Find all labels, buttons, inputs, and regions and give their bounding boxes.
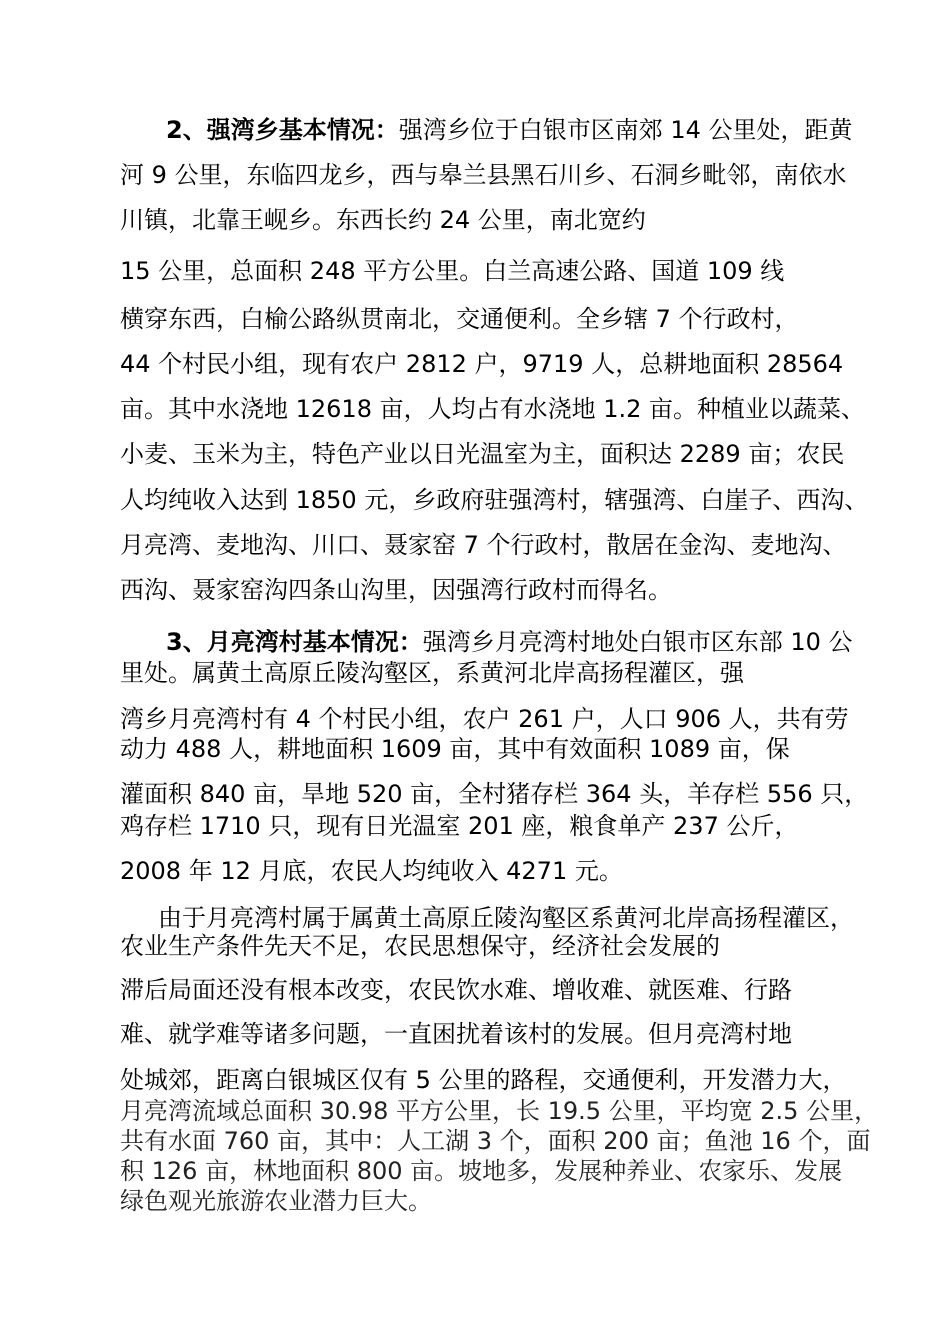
section4-line-3: 滞后局面还没有根本改变，农民饮水难、增收难、就医难、行路 bbox=[120, 976, 792, 1004]
section4-line-1: 由于月亮湾村属于属黄土高原丘陵沟壑区系黄河北岸高扬程灌区， bbox=[158, 904, 854, 932]
section2-line-5: 横穿东西，白榆公路纵贯南北，交通便利。全乡辖 7 个行政村， bbox=[120, 305, 799, 333]
section3-line-5: 灌面积 840 亩，旱地 520 亩，全村猪存栏 364 头，羊存栏 556 只， bbox=[120, 780, 869, 808]
section2-line-3: 川镇，北靠王岘乡。东西长约 24 公里，南北宽约 bbox=[120, 206, 646, 234]
section2-line-11: 西沟、聂家窑沟四条山沟里，因强湾行政村而得名。 bbox=[120, 576, 672, 604]
section2-text-1: 强湾乡位于白银市区南郊 14 公里处，距黄 bbox=[398, 116, 853, 144]
section2-line-2: 河 9 公里，东临四龙乡，西与皋兰县黑石川乡、石洞乡毗邻，南依水 bbox=[120, 161, 847, 189]
section4-line-9: 绿色观光旅游农业潜力巨大。 bbox=[120, 1187, 432, 1215]
section4-line-4: 难、就学难等诸多问题，一直困扰着该村的发展。但月亮湾村地 bbox=[120, 1020, 792, 1048]
section2-line-10: 月亮湾、麦地沟、川口、聂家窑 7 个行政村，散居在金沟、麦地沟、 bbox=[120, 531, 847, 559]
section2-line-9: 人均纯收入达到 1850 元，乡政府驻强湾村，辖强湾、白崖子、西沟、 bbox=[120, 486, 869, 514]
section3-heading: 3、月亮湾村基本情况： bbox=[166, 628, 423, 656]
section2-line-4: 15 公里，总面积 248 平方公里。白兰高速公路、国道 109 线 bbox=[120, 257, 785, 285]
section2-line-1 bbox=[166, 115, 853, 145]
section3-line-3: 湾乡月亮湾村有 4 个村民小组，农户 261 户，人口 906 人，共有劳 bbox=[120, 705, 849, 733]
section3-line-7: 2008 年 12 月底，农民人均纯收入 4271 元。 bbox=[120, 857, 623, 885]
section2-heading: 2、强湾乡基本情况： bbox=[166, 116, 399, 144]
section4-line-7: 共有水面 760 亩，其中：人工湖 3 个，面积 200 亩；鱼池 16 个，面 bbox=[120, 1127, 871, 1155]
section4-line-6: 月亮湾流域总面积 30.98 平方公里，长 19.5 公里，平均宽 2.5 公里， bbox=[120, 1097, 879, 1125]
section2-line-8: 小麦、玉米为主，特色产业以日光温室为主，面积达 2289 亩；农民 bbox=[120, 440, 845, 468]
section3-line-1 bbox=[166, 627, 853, 657]
section3-line-2: 里处。属黄土高原丘陵沟壑区，系黄河北岸高扬程灌区，强 bbox=[120, 659, 744, 687]
section3-line-4: 动力 488 人，耕地面积 1609 亩，其中有效面积 1089 亩，保 bbox=[120, 735, 790, 763]
section3-text-1: 强湾乡月亮湾村地处白银市区东部 10 公 bbox=[422, 628, 853, 656]
section3-line-6: 鸡存栏 1710 只，现有日光温室 201 座，粮食单产 237 公斤， bbox=[120, 812, 799, 840]
section4-line-2: 农业生产条件先天不足，农民思想保守，经济社会发展的 bbox=[120, 932, 720, 960]
section2-line-6: 44 个村民小组，现有农户 2812 户，9719 人，总耕地面积 28564 bbox=[120, 350, 844, 378]
section4-line-5: 处城郊，距离白银城区仅有 5 公里的路程，交通便利，开发潜力大， bbox=[120, 1066, 847, 1094]
section2-line-7: 亩。其中水浇地 12618 亩，人均占有水浇地 1.2 亩。种植业以蔬菜、 bbox=[120, 395, 866, 423]
section4-line-8: 积 126 亩，林地面积 800 亩。坡地多，发展种养业、农家乐、发展 bbox=[120, 1157, 843, 1185]
